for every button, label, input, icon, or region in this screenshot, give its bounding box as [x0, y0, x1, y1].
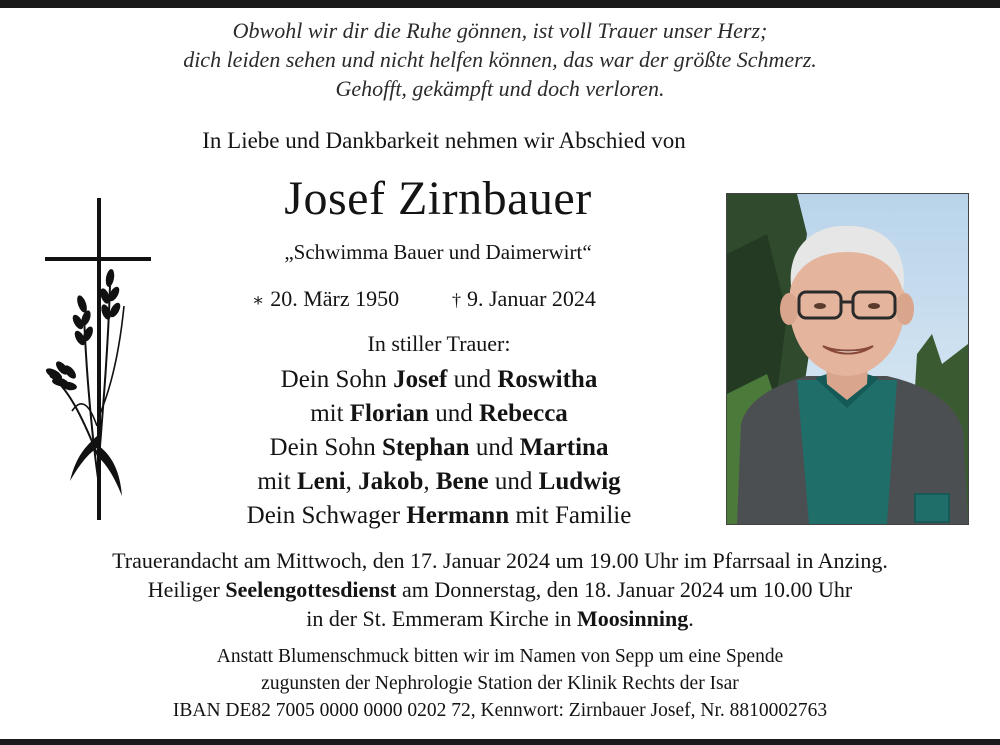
deceased-nickname: „Schwimma Bauer und Daimerwirt“ [284, 240, 592, 264]
portrait-photo [726, 193, 969, 525]
mourner-name: Leni [296, 468, 346, 495]
donation-line: zugunsten der Nephrologie Station der Klinik Rechts der Isar [261, 673, 739, 694]
birth-date-value: 20. März 1950 [270, 286, 400, 311]
donation-iban: IBAN DE82 7005 0000 0000 0202 72, Kennwort: Zirnbauer Josef, Nr. 8810002763 [172, 700, 828, 721]
mourner-name: Hermann [406, 502, 510, 529]
deceased-name: Josef Zirnbauer [284, 172, 592, 225]
poem-line: Gehofft, gekämpft und doch verloren. [335, 76, 665, 101]
service-text: . [688, 606, 694, 631]
mourner-name: Rebecca [478, 400, 568, 427]
mourner-text: , [345, 468, 352, 495]
mourner-text: und [494, 468, 533, 495]
service-place: Moosinning [576, 606, 689, 631]
mourner-name: Ludwig [538, 468, 621, 495]
death-cross-icon: † [452, 290, 461, 310]
service-text: Heiliger [147, 577, 220, 602]
service-line [0, 604, 1000, 633]
death-date-value: 9. Januar 2024 [467, 286, 596, 311]
mourners-label: In stiller Trauer: [367, 331, 511, 356]
mourner-text: mit [310, 400, 344, 427]
death-date [452, 284, 596, 315]
poem-line: dich leiden sehen und nicht helfen können, das war der größte Schmerz. [183, 47, 817, 72]
mourner-name: Stephan [382, 434, 470, 461]
poem-line: Obwohl wir dir die Ruhe gönnen, ist voll Trauer unser Herz; [232, 18, 768, 43]
poem [0, 16, 1000, 103]
mourner-text: Dein Sohn [269, 434, 376, 461]
life-dates [252, 284, 642, 316]
mourner-name: Josef [393, 366, 448, 393]
mourner-text: und [475, 434, 514, 461]
cross-with-wheat-icon [42, 196, 154, 522]
mourner-name: Jakob [358, 468, 424, 495]
service-text: am Donnerstag, den 18. Januar 2024 um 10.00 Uhr [401, 577, 853, 602]
birth-date [252, 284, 399, 315]
mourner-text: und [453, 366, 492, 393]
mourner-name: Martina [519, 434, 609, 461]
donation-info [0, 643, 1000, 724]
mourner-name: Florian [349, 400, 429, 427]
mourner-text: mit [257, 468, 291, 495]
mourner-text: Dein Sohn [280, 366, 387, 393]
donation-line: Anstatt Blumenschmuck bitten wir im Namen von Sepp um eine Spende [216, 646, 784, 667]
intro-text: In Liebe und Dankbarkeit nehmen wir Abschied von [202, 128, 686, 153]
mourner-text: und [435, 400, 473, 427]
service-line: Trauerandacht am Mittwoch, den 17. Januar 2024 um 19.00 Uhr im Pfarrsaal in Anzing. [112, 548, 888, 573]
service-mass: Seelengottesdienst [225, 577, 397, 602]
mourner-text: Dein Schwager [246, 502, 401, 529]
service-text: in der St. Emmeram Kirche in [306, 606, 572, 631]
mourner-text: mit Familie [515, 502, 632, 529]
service-info [0, 546, 1000, 633]
portrait-image [727, 194, 968, 524]
mourner-text: , [423, 468, 430, 495]
service-line [0, 575, 1000, 604]
mourner-name: Roswitha [497, 366, 598, 393]
mourner-name: Bene [435, 468, 489, 495]
birth-star-icon: ∗ [252, 290, 265, 310]
